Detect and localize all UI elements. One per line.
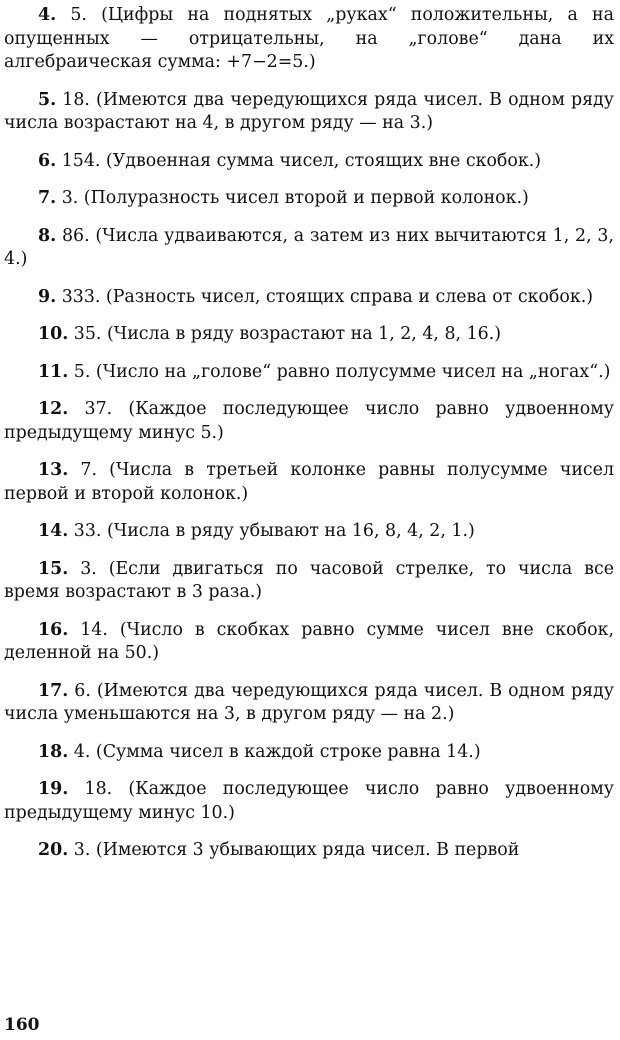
answer-entry-16 [4, 619, 614, 666]
answer-entry-18 [4, 741, 614, 765]
entry-text: 33. (Числа в ряду убывают на 16, 8, 4, 2, 1.) [73, 521, 475, 541]
entry-text: 7. (Числа в третьей колонке равны полусумме чисел первой и второй колонок.) [4, 460, 614, 504]
entry-number: 18. [38, 741, 69, 762]
page-number: 160 [4, 1015, 40, 1035]
entry-number: 4. [38, 5, 57, 25]
entry-number: 12. [38, 399, 69, 419]
answer-entry-12 [4, 398, 614, 445]
entry-text: 5. (Число на „голове“ равно полусумме чисел на „ногах“.) [73, 361, 611, 382]
entry-number: 17. [38, 680, 69, 701]
entry-number: 8. [38, 225, 57, 246]
answer-entry-19 [4, 778, 614, 825]
entry-text: 333. (Разность чисел, стоящих справа и слева от скобок.) [61, 286, 594, 307]
answer-entry-4 [4, 4, 614, 75]
answer-entry-5 [4, 89, 614, 136]
answer-entry-7 [4, 187, 614, 211]
entry-number: 16. [38, 619, 69, 640]
answer-entry-9 [4, 286, 614, 310]
answer-entry-17 [4, 680, 614, 727]
entry-text: 14. (Число в скобках равно сумме чисел вне скобок, деленной на 50.) [4, 619, 614, 663]
entry-number: 5. [38, 89, 57, 110]
entry-text: 35. (Числа в ряду возрастают на 1, 2, 4, 8, 16.) [73, 324, 502, 344]
entry-number: 7. [38, 188, 57, 208]
answer-entry-20 [4, 839, 614, 863]
entry-text: 154. (Удвоенная сумма чисел, стоящих вне скобок.) [61, 150, 542, 171]
answer-entry-14 [4, 520, 614, 544]
answer-entry-15 [4, 558, 614, 605]
entry-number: 14. [38, 521, 69, 541]
entry-text: 37. (Каждое последующее число равно удвоенному предыдущему минус 5.) [4, 399, 615, 443]
answer-entry-10 [4, 323, 614, 347]
entry-number: 6. [38, 150, 57, 171]
entry-text: 6. (Имеются два чередующихся ряда чисел. В одном ряду числа уменьшаются на 3, в другом ряду — на 2.) [4, 680, 614, 724]
entry-text: 4. (Сумма чисел в каждой строке равна 14.) [73, 741, 481, 762]
entry-text: 18. (Каждое последующее число равно удвоенному предыдущему минус 10.) [4, 779, 615, 823]
answer-entry-6 [4, 150, 614, 174]
entry-text: 18. (Имеются два чередующихся ряда чисел. В одном ряду числа возрастают на 4, в другом ряду — на 3.) [4, 89, 614, 133]
entry-number: 19. [38, 779, 69, 799]
entry-number: 10. [38, 324, 69, 344]
entry-text: 3. (Если двигаться по часовой стрелке, то числа все время возрастают в 3 раза.) [4, 558, 614, 602]
entry-number: 9. [38, 286, 57, 307]
entry-text: 3. (Имеются 3 убывающих ряда чисел. В первой [73, 840, 520, 860]
answer-entry-8 [4, 225, 614, 272]
entry-text: 3. (Полуразность чисел второй и первой колонок.) [61, 188, 529, 208]
answer-list [4, 0, 614, 863]
entry-number: 15. [38, 558, 69, 579]
entry-number: 11. [38, 361, 69, 382]
answer-entry-13 [4, 459, 614, 506]
entry-text: 86. (Числа удваиваются, а затем из них вычитаются 1, 2, 3, 4.) [4, 225, 614, 269]
answer-entry-11 [4, 361, 614, 385]
entry-number: 13. [38, 460, 69, 480]
entry-number: 20. [38, 840, 69, 860]
entry-text: 5. (Цифры на поднятых „руках“ положительны, а на опущенных — отрицательны, на „голове“ дана их алгебраическая сумма: +7−2=5.) [4, 5, 614, 72]
